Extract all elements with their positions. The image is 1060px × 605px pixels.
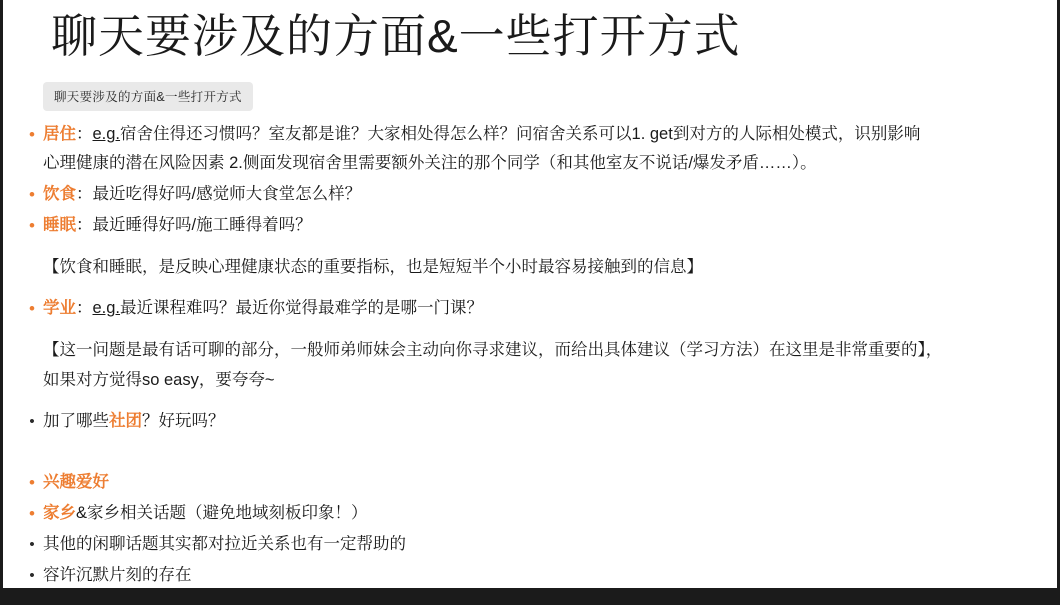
list-item-text xyxy=(43,180,1039,209)
slide-bottom-bar xyxy=(3,588,1057,605)
bullet-icon: • xyxy=(29,299,35,318)
item-lead-label: 饮食 xyxy=(43,185,76,203)
item-lead-label: 兴趣爱好 xyxy=(43,473,109,491)
bullet-icon: • xyxy=(29,536,35,553)
spacer xyxy=(21,397,1039,407)
bullet-icon: • xyxy=(29,504,35,523)
item-lead-label: 学业 xyxy=(43,299,76,317)
list-item-text xyxy=(43,468,1039,497)
spacer xyxy=(21,242,1039,252)
item-lead-separator: ： xyxy=(76,185,93,203)
bullet-icon: • xyxy=(29,473,35,492)
bullet-icon: • xyxy=(29,185,35,204)
note-study xyxy=(21,335,1039,395)
list-item-silence xyxy=(21,561,1039,590)
list-item-study xyxy=(21,294,1039,323)
item-lead-separator: ： xyxy=(76,125,93,143)
list-item-text xyxy=(43,211,1039,240)
spacer xyxy=(21,325,1039,335)
list-item-text xyxy=(43,294,1039,323)
bullet-icon: • xyxy=(29,216,35,235)
bullet-icon: • xyxy=(29,125,35,144)
list-item-diet xyxy=(21,180,1039,209)
item-body: 最近睡得好吗/施工睡得着吗？ xyxy=(92,216,312,234)
list-item-smalltalk xyxy=(21,530,1039,559)
bullet-icon: • xyxy=(29,567,35,584)
item-highlight: 社团 xyxy=(109,412,142,430)
item-eg-label: e.g. xyxy=(92,299,121,317)
list-item-hobby xyxy=(21,468,1039,497)
item-lead-separator: ： xyxy=(76,299,93,317)
list-item-living xyxy=(21,120,1039,178)
item-body-line1: 宿舍住得还习惯吗？室友都是谁？大家相处得怎么样？问宿舍关系可以1. get到对方的人际相处模式，识别影响 xyxy=(120,125,921,143)
list-item-club xyxy=(21,407,1039,436)
item-body-line2: 心理健康的潜在风险因素 2.侧面发现宿舍里需要额外关注的那个同学（和其他室友不说话/爆发矛盾……）。 xyxy=(43,154,817,172)
item-body-pre: 加了哪些 xyxy=(43,412,109,430)
slide-tag-badge: 聊天要涉及的方面&一些打开方式 xyxy=(43,82,253,111)
item-lead-label: 家乡 xyxy=(43,504,76,522)
item-body: 最近吃得好吗/感觉师大食堂怎么样？ xyxy=(92,185,362,203)
item-lead-separator: ： xyxy=(76,216,93,234)
list-item-text: 容许沉默片刻的存在 xyxy=(43,566,192,584)
item-body: 最近课程难吗？最近你觉得最难学的是哪一门课？ xyxy=(120,299,484,317)
item-body-post: ？好玩吗？ xyxy=(142,412,225,430)
list-item-text xyxy=(43,120,1039,178)
item-lead-label: 居住 xyxy=(43,125,76,143)
note-text xyxy=(43,335,1039,395)
list-item-hometown xyxy=(21,499,1039,528)
note-line2: 如果对方觉得so easy，要夸夸~ xyxy=(43,371,275,389)
bullet-placeholder xyxy=(21,335,43,364)
note-line1: 【这一问题是最有话可聊的部分，一般师弟师妹会主动向你寻求建议，而给出具体建议（学习方法）在这里是非常重要的】， xyxy=(43,341,943,359)
note-text: 【饮食和睡眠，是反映心理健康状态的重要指标，也是短短半个小时最容易接触到的信息】 xyxy=(43,258,703,276)
note-diet-sleep xyxy=(21,252,1039,282)
item-body: &家乡相关话题（避免地域刻板印象！） xyxy=(76,504,368,522)
bullet-placeholder xyxy=(21,252,43,281)
list-item-sleep xyxy=(21,211,1039,240)
item-lead-label: 睡眠 xyxy=(43,216,76,234)
list-item-text xyxy=(43,499,1039,528)
bullet-icon: • xyxy=(29,413,35,430)
slide-content xyxy=(21,120,1039,592)
page-title: 聊天要涉及的方面&一些打开方式 xyxy=(51,10,741,62)
item-eg-label: e.g. xyxy=(92,125,121,143)
spacer xyxy=(21,284,1039,294)
list-item-text: 其他的闲聊话题其实都对拉近关系也有一定帮助的 xyxy=(43,535,406,553)
spacer xyxy=(21,438,1039,468)
list-item-text xyxy=(43,407,1039,436)
